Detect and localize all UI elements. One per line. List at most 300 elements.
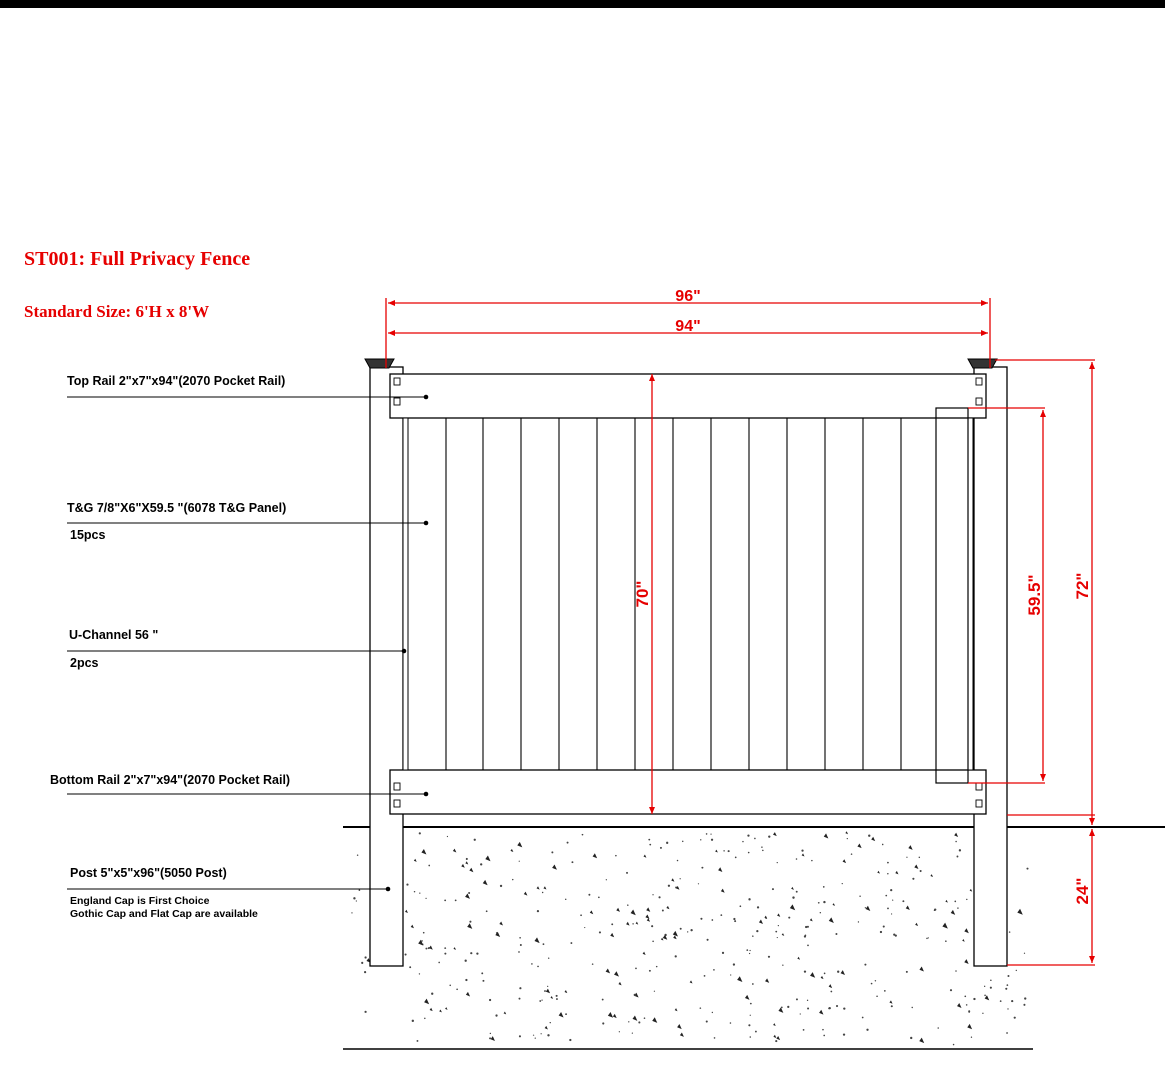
gravel-speck bbox=[919, 967, 923, 972]
right-post bbox=[974, 367, 1007, 966]
gravel-speck bbox=[447, 836, 448, 837]
gravel-speck bbox=[926, 938, 927, 939]
gravel-speck bbox=[802, 853, 805, 856]
gravel-speck bbox=[465, 960, 467, 962]
left-post bbox=[370, 367, 403, 966]
gravel-speck bbox=[902, 900, 904, 902]
gravel-speck bbox=[593, 853, 598, 858]
gravel-speck bbox=[668, 885, 670, 887]
gravel-speck bbox=[606, 879, 607, 880]
gravel-speck bbox=[962, 939, 965, 942]
gravel-speck bbox=[638, 1021, 640, 1023]
gravel-speck bbox=[606, 968, 610, 973]
gravel-speck bbox=[951, 910, 956, 915]
gravel-speck bbox=[912, 878, 914, 880]
gravel-speck bbox=[955, 841, 957, 843]
gravel-speck bbox=[616, 908, 620, 912]
label-tg-panel-qty: 15pcs bbox=[70, 528, 106, 542]
gravel-speck bbox=[805, 926, 807, 928]
gravel-speck bbox=[548, 957, 549, 958]
gravel-speck bbox=[730, 974, 731, 975]
gravel-speck bbox=[439, 1009, 442, 1012]
gravel-speck bbox=[500, 885, 502, 887]
gravel-speck bbox=[469, 921, 471, 923]
gravel-speck bbox=[565, 990, 568, 993]
gravel-speck bbox=[519, 861, 520, 862]
gravel-speck bbox=[730, 1022, 732, 1024]
gravel-speck bbox=[782, 933, 785, 936]
gravel-speck bbox=[797, 957, 800, 960]
gravel-speck bbox=[406, 883, 408, 885]
gravel-speck bbox=[796, 998, 798, 1000]
gravel-speck bbox=[776, 1036, 780, 1040]
gravel-speck bbox=[796, 891, 798, 893]
gravel-speck bbox=[559, 1012, 564, 1017]
left-u-channel bbox=[403, 418, 408, 770]
gravel-speck bbox=[735, 857, 737, 859]
gravel-speck bbox=[499, 921, 503, 925]
gravel-speck bbox=[829, 984, 833, 988]
gravel-speck bbox=[1006, 984, 1008, 986]
gravel-speck bbox=[823, 886, 825, 888]
gravel-speck bbox=[792, 896, 794, 898]
gravel-speck bbox=[495, 1014, 497, 1016]
gravel-speck bbox=[646, 907, 650, 911]
gravel-speck bbox=[868, 835, 870, 837]
gravel-speck bbox=[928, 937, 929, 938]
gravel-speck bbox=[777, 862, 778, 863]
gravel-speck bbox=[713, 969, 715, 971]
gravel-speck bbox=[690, 929, 692, 931]
gravel-speck bbox=[937, 1027, 939, 1029]
gravel-speck bbox=[535, 1037, 536, 1038]
label-post-note-england-cap: England Cap is First Choice bbox=[70, 895, 210, 907]
gravel-speck bbox=[611, 923, 613, 925]
gravel-speck bbox=[649, 970, 651, 972]
gravel-speck bbox=[882, 844, 884, 846]
gravel-speck bbox=[677, 1024, 682, 1029]
gravel-speck bbox=[895, 935, 897, 937]
gravel-speck bbox=[546, 989, 550, 994]
gravel-speck bbox=[805, 935, 807, 937]
gravel-speck bbox=[453, 947, 456, 950]
gravel-speck bbox=[550, 1022, 551, 1023]
gravel-speck bbox=[524, 892, 528, 896]
gravel-speck bbox=[504, 1012, 507, 1015]
gravel-speck bbox=[647, 918, 650, 922]
gravel-speck bbox=[453, 849, 457, 853]
label-u-channel-qty: 2pcs bbox=[70, 656, 99, 670]
gravel-speck bbox=[675, 1008, 678, 1011]
gravel-speck bbox=[470, 952, 472, 954]
gravel-speck bbox=[519, 937, 521, 939]
gravel-speck bbox=[775, 931, 777, 933]
gravel-speck bbox=[818, 902, 820, 904]
gravel-speck bbox=[490, 1033, 491, 1034]
gravel-speck bbox=[864, 964, 866, 966]
gravel-speck bbox=[469, 868, 473, 872]
gravel-speck bbox=[615, 855, 617, 857]
gravel-speck bbox=[425, 898, 426, 899]
gravel-speck bbox=[610, 933, 614, 937]
gravel-speck bbox=[775, 1040, 777, 1042]
gravel-speck bbox=[518, 951, 520, 953]
gravel-speck bbox=[677, 860, 679, 862]
gravel-speck bbox=[711, 919, 713, 921]
gravel-speck bbox=[964, 928, 969, 933]
gravel-speck bbox=[876, 995, 878, 997]
gravel-speck bbox=[990, 980, 992, 982]
gravel-speck bbox=[662, 909, 664, 911]
gravel-speck bbox=[676, 886, 679, 890]
gravel-speck bbox=[920, 870, 922, 872]
gravel-speck bbox=[533, 1035, 534, 1036]
gravel-speck bbox=[768, 956, 770, 958]
gravel-speck bbox=[613, 1014, 617, 1018]
gravel-speck bbox=[671, 878, 674, 881]
gravel-speck bbox=[680, 1032, 684, 1036]
gravel-speck bbox=[648, 839, 650, 841]
gravel-speck bbox=[820, 912, 821, 913]
gravel-speck bbox=[857, 844, 861, 849]
gravel-speck bbox=[733, 918, 735, 920]
gravel-speck bbox=[862, 1017, 864, 1019]
gravel-speck bbox=[700, 839, 701, 840]
right-post-cap-icon bbox=[968, 359, 997, 368]
gravel-speck bbox=[430, 1008, 433, 1011]
gravel-speck bbox=[1007, 975, 1009, 977]
gravel-speck bbox=[1016, 970, 1017, 971]
gravel-speck bbox=[660, 847, 662, 849]
gravel-speck bbox=[519, 998, 521, 1000]
gravel-speck bbox=[788, 917, 790, 919]
gravel-speck bbox=[748, 1024, 750, 1026]
gravel-speck bbox=[590, 910, 593, 914]
gravel-speck bbox=[824, 973, 826, 975]
gravel-speck bbox=[412, 1020, 414, 1022]
gravel-speck bbox=[1006, 1032, 1008, 1034]
gravel-speck bbox=[891, 913, 892, 914]
gravel-speck bbox=[877, 871, 880, 874]
gravel-speck bbox=[417, 1040, 419, 1042]
gravel-speck bbox=[411, 925, 414, 929]
gravel-speck bbox=[567, 842, 569, 844]
gravel-speck bbox=[700, 918, 702, 920]
gravel-speck bbox=[541, 1000, 542, 1001]
gravel-speck bbox=[584, 927, 585, 928]
gravel-speck bbox=[364, 956, 366, 958]
gravel-speck bbox=[652, 1017, 657, 1023]
gravel-speck bbox=[796, 858, 798, 860]
gravel-speck bbox=[759, 920, 763, 924]
gravel-speck bbox=[571, 861, 573, 863]
gravel-speck bbox=[836, 1005, 838, 1007]
gravel-speck bbox=[602, 999, 604, 1001]
right-u-channel bbox=[968, 418, 973, 770]
gravel-speck bbox=[1014, 1017, 1016, 1019]
gravel-speck bbox=[520, 944, 522, 946]
gravel-speck bbox=[541, 1033, 542, 1034]
label-tg-panel: T&G 7/8"X6"X59.5 "(6078 T&G Panel) bbox=[67, 501, 287, 515]
gravel-speck bbox=[431, 993, 433, 995]
gravel-speck bbox=[954, 833, 958, 837]
gravel-speck bbox=[752, 983, 754, 985]
gravel-speck bbox=[519, 1035, 521, 1037]
gravel-speck bbox=[791, 887, 794, 890]
gravel-speck bbox=[700, 1007, 702, 1009]
gravel-speck bbox=[778, 1007, 783, 1012]
gravel-speck bbox=[945, 900, 948, 903]
gravel-speck bbox=[749, 950, 750, 951]
gravel-speck bbox=[906, 971, 908, 973]
gravel-speck bbox=[880, 931, 882, 933]
gravel-speck bbox=[982, 1013, 983, 1014]
gravel-speck bbox=[704, 975, 706, 977]
gravel-speck bbox=[811, 860, 812, 861]
gravel-speck bbox=[755, 1031, 757, 1033]
gravel-speck bbox=[628, 1021, 629, 1022]
gravel-speck bbox=[542, 892, 543, 893]
rail-clips bbox=[394, 378, 982, 807]
gravel-speck bbox=[687, 931, 688, 932]
dim-panel-height: 70" bbox=[633, 580, 652, 608]
gravel-speck bbox=[807, 1000, 808, 1001]
gravel-speck bbox=[627, 904, 629, 906]
gravel-speck bbox=[728, 850, 730, 852]
gravel-speck bbox=[414, 891, 415, 892]
gravel-speck bbox=[956, 856, 958, 858]
gravel-speck bbox=[970, 889, 973, 892]
gravel-speck bbox=[790, 904, 795, 910]
gravel-speck bbox=[645, 914, 649, 918]
gravel-speck bbox=[843, 859, 847, 863]
gravel-speck bbox=[750, 1003, 752, 1005]
gravel-speck bbox=[984, 986, 985, 987]
gravel-speck bbox=[824, 833, 829, 838]
gravel-speck bbox=[634, 994, 636, 996]
gravel-speck bbox=[353, 897, 355, 899]
gravel-speck bbox=[424, 1018, 425, 1019]
gravel-speck bbox=[710, 834, 711, 835]
gravel-speck bbox=[550, 996, 553, 999]
gravel-speck bbox=[787, 1006, 789, 1008]
gravel-speck bbox=[810, 918, 813, 921]
gravel-speck bbox=[545, 1026, 548, 1030]
gravel-speck bbox=[800, 1013, 801, 1014]
gravel-speck bbox=[984, 995, 986, 997]
gravel-speck bbox=[887, 908, 889, 910]
gravel-speck bbox=[885, 895, 887, 897]
gravel-speck bbox=[423, 932, 425, 934]
gravel-speck bbox=[654, 991, 655, 992]
gravel-speck bbox=[911, 1007, 912, 1008]
gravel-speck bbox=[491, 1036, 495, 1041]
gravel-speck bbox=[847, 838, 848, 839]
gravel-speck bbox=[807, 1007, 809, 1009]
gravel-speck bbox=[361, 962, 363, 964]
gravel-speck bbox=[592, 963, 594, 965]
gravel-speck bbox=[889, 1000, 892, 1003]
gravel-speck bbox=[405, 910, 408, 913]
gravel-speck bbox=[842, 883, 843, 884]
gravel-speck bbox=[711, 839, 713, 841]
gravel-speck bbox=[656, 966, 657, 967]
gravel-speck bbox=[845, 831, 848, 834]
dim-burial-depth: 24" bbox=[1073, 877, 1092, 905]
gravel-speck bbox=[481, 972, 483, 974]
gravel-speck bbox=[635, 968, 637, 970]
gravel-speck bbox=[749, 953, 750, 954]
gravel-speck bbox=[858, 921, 859, 922]
gravel-speck bbox=[466, 992, 470, 997]
gravel-speck bbox=[810, 972, 815, 978]
left-post-cap-icon bbox=[365, 359, 394, 368]
gravel-speck bbox=[551, 851, 553, 853]
gravel-speck bbox=[599, 931, 601, 933]
gravel-speck bbox=[409, 966, 411, 968]
gravel-speck bbox=[414, 859, 417, 862]
gravel-speck bbox=[762, 850, 764, 852]
gravel-speck bbox=[570, 942, 572, 944]
gravel-speck bbox=[544, 990, 546, 992]
gravel-speck bbox=[519, 987, 521, 989]
gravel-speck bbox=[750, 1015, 751, 1016]
gravel-speck bbox=[837, 971, 839, 973]
gravel-speck bbox=[1017, 909, 1022, 915]
gravel-speck bbox=[1011, 1000, 1013, 1002]
gravel-speck bbox=[364, 1011, 366, 1013]
gravel-speck bbox=[772, 888, 774, 890]
gravel-speck bbox=[843, 1034, 845, 1036]
gravel-speck bbox=[895, 871, 898, 874]
gravel-speck bbox=[843, 1007, 845, 1009]
gravel-speck bbox=[953, 1044, 955, 1046]
gravel-speck bbox=[405, 953, 407, 955]
gravel-speck bbox=[510, 849, 513, 852]
gravel-speck bbox=[945, 940, 947, 942]
gravel-speck bbox=[651, 925, 653, 927]
gravel-speck bbox=[631, 910, 636, 916]
gravel-speck bbox=[461, 864, 465, 868]
gravel-speck bbox=[537, 886, 540, 889]
gravel-speck bbox=[531, 963, 533, 965]
gravel-speck bbox=[419, 832, 421, 834]
gravel-speck bbox=[919, 857, 920, 858]
gravel-speck bbox=[682, 841, 683, 842]
gravel-speck bbox=[801, 849, 803, 851]
gravel-speck bbox=[914, 864, 918, 869]
gravel-speck bbox=[598, 897, 600, 899]
gravel-speck bbox=[465, 861, 468, 864]
gravel-speck bbox=[425, 948, 427, 950]
gravel-speck bbox=[971, 1037, 972, 1038]
gravel-speck bbox=[680, 878, 681, 879]
gravel-speck bbox=[633, 1016, 638, 1021]
gravel-speck bbox=[718, 867, 722, 872]
gravel-speck bbox=[602, 1022, 604, 1024]
gravel-speck bbox=[512, 879, 513, 880]
gravel-speck bbox=[690, 980, 693, 983]
gravel-speck bbox=[658, 896, 660, 898]
gravel-speck bbox=[883, 925, 885, 927]
gravel-speck bbox=[1023, 1004, 1025, 1006]
gravel-speck bbox=[756, 930, 758, 932]
label-top-rail: Top Rail 2"x7"x94"(2070 Pocket Rail) bbox=[67, 374, 286, 388]
gravel-speck bbox=[966, 899, 967, 900]
gravel-speck bbox=[539, 1000, 541, 1002]
gravel-speck bbox=[467, 923, 472, 929]
gravel-speck bbox=[449, 985, 451, 987]
gravel-speck bbox=[750, 1036, 752, 1038]
gravel-speck bbox=[666, 842, 668, 844]
gravel-speck bbox=[489, 1037, 491, 1039]
gravel-speck bbox=[565, 1013, 567, 1015]
gravel-speck bbox=[569, 1039, 571, 1041]
gravel-speck bbox=[455, 899, 457, 901]
gravel-speck bbox=[777, 937, 778, 938]
gravel-speck bbox=[1005, 988, 1007, 990]
gravel-speck bbox=[737, 976, 742, 982]
gravel-speck bbox=[746, 949, 748, 951]
gravel-speck bbox=[891, 1005, 893, 1007]
gravel-speck bbox=[444, 899, 446, 901]
gravel-speck bbox=[706, 1020, 708, 1022]
gravel-speck bbox=[547, 986, 548, 987]
label-post: Post 5"x5"x96"(5050 Post) bbox=[70, 866, 227, 880]
last-board-outline bbox=[936, 408, 968, 783]
gravel-speck bbox=[832, 903, 835, 906]
gravel-speck bbox=[742, 841, 743, 842]
gravel-speck bbox=[773, 832, 777, 836]
gravel-speck bbox=[424, 999, 429, 1005]
gravel-speck bbox=[890, 889, 892, 891]
gravel-speck bbox=[859, 896, 860, 897]
gravel-speck bbox=[748, 852, 750, 854]
gravel-speck bbox=[957, 907, 958, 908]
gravel-speck bbox=[715, 850, 718, 853]
gravel-speck bbox=[652, 941, 654, 943]
gravel-speck bbox=[632, 923, 633, 924]
gravel-speck bbox=[761, 846, 763, 848]
gravel-speck bbox=[721, 889, 725, 893]
gravel-speck bbox=[748, 898, 750, 900]
gravel-speck bbox=[543, 943, 545, 945]
gravel-speck bbox=[875, 980, 876, 981]
gravel-speck bbox=[556, 995, 558, 997]
gravel-speck bbox=[643, 952, 646, 955]
gravel-speck bbox=[803, 1029, 805, 1031]
gravel-speck bbox=[698, 883, 699, 884]
gravel-speck bbox=[421, 940, 423, 942]
gravel-speck bbox=[733, 963, 735, 965]
gravel-speck bbox=[829, 917, 834, 923]
standard-size-label: Standard Size: 6'H x 8'W bbox=[24, 302, 210, 321]
gravel-speck bbox=[517, 842, 522, 848]
gravel-speck bbox=[534, 937, 539, 943]
gravel-speck bbox=[543, 886, 546, 889]
gravel-speck bbox=[565, 899, 566, 900]
gravel-speck bbox=[359, 889, 361, 891]
gravel-speck bbox=[720, 914, 722, 916]
gravel-speck bbox=[757, 906, 759, 908]
gravel-speck bbox=[680, 928, 682, 930]
gravel-speck bbox=[714, 1037, 716, 1039]
gravel-speck bbox=[480, 863, 482, 865]
gravel-speck bbox=[1026, 868, 1028, 870]
gravel-speck bbox=[822, 1029, 824, 1031]
gravel-speck bbox=[673, 935, 676, 939]
gravel-speck bbox=[865, 907, 866, 908]
